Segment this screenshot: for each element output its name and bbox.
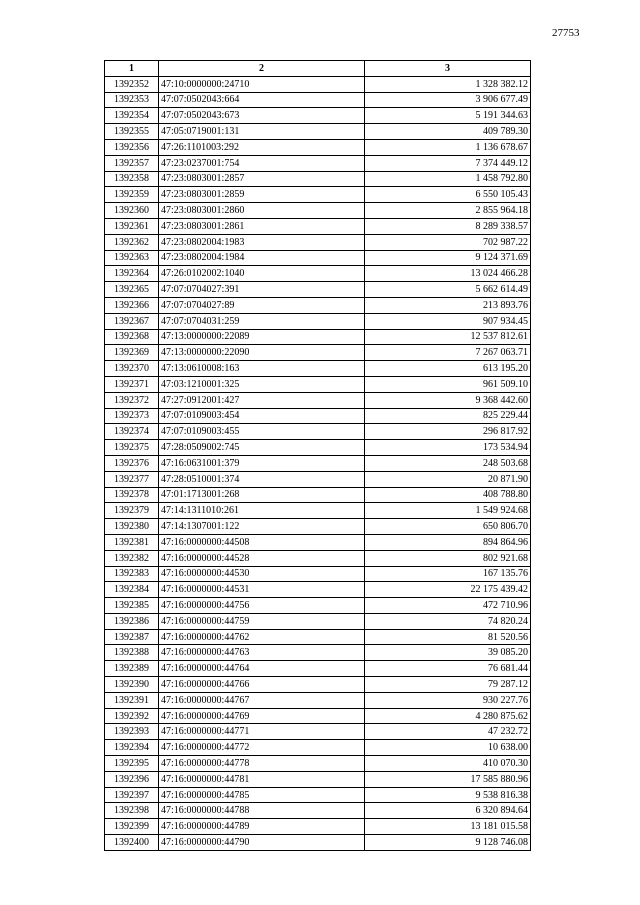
table-row bbox=[105, 582, 531, 598]
value-cell: 248 503.68 bbox=[365, 455, 531, 471]
table-row bbox=[105, 108, 531, 124]
value-cell: 9 538 816.38 bbox=[365, 787, 531, 803]
header-row bbox=[105, 61, 531, 77]
row-number-cell: 1392393 bbox=[105, 724, 159, 740]
row-number-cell: 1392366 bbox=[105, 297, 159, 313]
cadastral-number-cell: 47:26:0102002:1040 bbox=[159, 266, 365, 282]
table-row bbox=[105, 282, 531, 298]
cadastral-number-cell: 47:13:0610008:163 bbox=[159, 361, 365, 377]
value-cell: 1 136 678.67 bbox=[365, 139, 531, 155]
value-cell: 650 806.70 bbox=[365, 519, 531, 535]
cadastral-number-cell: 47:10:0000000:24710 bbox=[159, 76, 365, 92]
value-cell: 7 267 063.71 bbox=[365, 345, 531, 361]
cadastral-number-cell: 47:16:0000000:44528 bbox=[159, 550, 365, 566]
value-cell: 47 232.72 bbox=[365, 724, 531, 740]
table-row bbox=[105, 455, 531, 471]
cadastral-number-cell: 47:14:1311010:261 bbox=[159, 503, 365, 519]
table-row bbox=[105, 487, 531, 503]
cadastral-number-cell: 47:16:0631001:379 bbox=[159, 455, 365, 471]
table-row bbox=[105, 471, 531, 487]
table-row bbox=[105, 503, 531, 519]
table-row bbox=[105, 187, 531, 203]
value-cell: 409 789.30 bbox=[365, 124, 531, 140]
column-header-cadastral-number: 2 bbox=[159, 61, 365, 77]
table-row bbox=[105, 361, 531, 377]
value-cell: 7 374 449.12 bbox=[365, 155, 531, 171]
value-cell: 22 175 439.42 bbox=[365, 582, 531, 598]
table-header bbox=[105, 61, 531, 77]
value-cell: 802 921.68 bbox=[365, 550, 531, 566]
table-row bbox=[105, 218, 531, 234]
cadastral-number-cell: 47:07:0704027:391 bbox=[159, 282, 365, 298]
cadastral-number-cell: 47:16:0000000:44756 bbox=[159, 598, 365, 614]
row-number-cell: 1392383 bbox=[105, 566, 159, 582]
row-number-cell: 1392352 bbox=[105, 76, 159, 92]
cadastral-number-cell: 47:16:0000000:44772 bbox=[159, 740, 365, 756]
row-number-cell: 1392395 bbox=[105, 756, 159, 772]
cadastral-number-cell: 47:16:0000000:44759 bbox=[159, 613, 365, 629]
row-number-cell: 1392385 bbox=[105, 598, 159, 614]
value-cell: 6 550 105.43 bbox=[365, 187, 531, 203]
row-number-cell: 1392375 bbox=[105, 440, 159, 456]
row-number-cell: 1392379 bbox=[105, 503, 159, 519]
row-number-cell: 1392396 bbox=[105, 771, 159, 787]
cadastral-number-cell: 47:01:1713001:268 bbox=[159, 487, 365, 503]
row-number-cell: 1392386 bbox=[105, 613, 159, 629]
row-number-cell: 1392364 bbox=[105, 266, 159, 282]
row-number-cell: 1392360 bbox=[105, 203, 159, 219]
value-cell: 961 509.10 bbox=[365, 376, 531, 392]
cadastral-number-cell: 47:03:1210001:325 bbox=[159, 376, 365, 392]
value-cell: 613 195.20 bbox=[365, 361, 531, 377]
row-number-cell: 1392382 bbox=[105, 550, 159, 566]
table-row bbox=[105, 692, 531, 708]
cadastral-number-cell: 47:16:0000000:44766 bbox=[159, 677, 365, 693]
row-number-cell: 1392398 bbox=[105, 803, 159, 819]
table-row bbox=[105, 740, 531, 756]
table-row bbox=[105, 297, 531, 313]
value-cell: 1 549 924.68 bbox=[365, 503, 531, 519]
row-number-cell: 1392368 bbox=[105, 329, 159, 345]
cadastral-number-cell: 47:13:0000000:22089 bbox=[159, 329, 365, 345]
cadastral-number-cell: 47:28:0509002:745 bbox=[159, 440, 365, 456]
table-row bbox=[105, 76, 531, 92]
value-cell: 5 662 614.49 bbox=[365, 282, 531, 298]
table-row bbox=[105, 92, 531, 108]
cadastral-number-cell: 47:16:0000000:44767 bbox=[159, 692, 365, 708]
row-number-cell: 1392397 bbox=[105, 787, 159, 803]
row-number-cell: 1392357 bbox=[105, 155, 159, 171]
cadastral-number-cell: 47:23:0803001:2861 bbox=[159, 218, 365, 234]
row-number-cell: 1392356 bbox=[105, 139, 159, 155]
cadastral-number-cell: 47:16:0000000:44771 bbox=[159, 724, 365, 740]
cadastral-number-cell: 47:16:0000000:44789 bbox=[159, 819, 365, 835]
table-row bbox=[105, 203, 531, 219]
row-number-cell: 1392372 bbox=[105, 392, 159, 408]
row-number-cell: 1392378 bbox=[105, 487, 159, 503]
value-cell: 702 987.22 bbox=[365, 234, 531, 250]
row-number-cell: 1392376 bbox=[105, 455, 159, 471]
row-number-cell: 1392381 bbox=[105, 534, 159, 550]
table-row bbox=[105, 613, 531, 629]
row-number-cell: 1392362 bbox=[105, 234, 159, 250]
value-cell: 6 320 894.64 bbox=[365, 803, 531, 819]
cadastral-number-cell: 47:05:0719001:131 bbox=[159, 124, 365, 140]
value-cell: 825 229.44 bbox=[365, 408, 531, 424]
cadastral-number-cell: 47:16:0000000:44763 bbox=[159, 645, 365, 661]
cadastral-number-cell: 47:28:0510001:374 bbox=[159, 471, 365, 487]
value-cell: 12 537 812.61 bbox=[365, 329, 531, 345]
value-cell: 5 191 344.63 bbox=[365, 108, 531, 124]
row-number-cell: 1392367 bbox=[105, 313, 159, 329]
row-number-cell: 1392399 bbox=[105, 819, 159, 835]
value-cell: 39 085.20 bbox=[365, 645, 531, 661]
row-number-cell: 1392400 bbox=[105, 835, 159, 851]
value-cell: 1 328 382.12 bbox=[365, 76, 531, 92]
cadastral-number-cell: 47:23:0803001:2857 bbox=[159, 171, 365, 187]
cadastral-number-cell: 47:13:0000000:22090 bbox=[159, 345, 365, 361]
table-row bbox=[105, 424, 531, 440]
table-row bbox=[105, 171, 531, 187]
table-row bbox=[105, 313, 531, 329]
table-row bbox=[105, 139, 531, 155]
value-cell: 79 287.12 bbox=[365, 677, 531, 693]
row-number-cell: 1392354 bbox=[105, 108, 159, 124]
row-number-cell: 1392394 bbox=[105, 740, 159, 756]
cadastral-number-cell: 47:23:0802004:1983 bbox=[159, 234, 365, 250]
cadastral-number-cell: 47:23:0803001:2860 bbox=[159, 203, 365, 219]
value-cell: 894 864.96 bbox=[365, 534, 531, 550]
row-number-cell: 1392355 bbox=[105, 124, 159, 140]
row-number-cell: 1392380 bbox=[105, 519, 159, 535]
value-cell: 167 135.76 bbox=[365, 566, 531, 582]
table-row bbox=[105, 408, 531, 424]
table-row bbox=[105, 756, 531, 772]
table-row bbox=[105, 771, 531, 787]
table-row bbox=[105, 803, 531, 819]
row-number-cell: 1392359 bbox=[105, 187, 159, 203]
table-row bbox=[105, 266, 531, 282]
cadastral-number-cell: 47:07:0502043:673 bbox=[159, 108, 365, 124]
table-row bbox=[105, 724, 531, 740]
table-row bbox=[105, 677, 531, 693]
row-number-cell: 1392387 bbox=[105, 629, 159, 645]
row-number-cell: 1392389 bbox=[105, 661, 159, 677]
table-row bbox=[105, 345, 531, 361]
table-row bbox=[105, 629, 531, 645]
row-number-cell: 1392361 bbox=[105, 218, 159, 234]
value-cell: 472 710.96 bbox=[365, 598, 531, 614]
row-number-cell: 1392365 bbox=[105, 282, 159, 298]
value-cell: 213 893.76 bbox=[365, 297, 531, 313]
cadastral-number-cell: 47:16:0000000:44781 bbox=[159, 771, 365, 787]
table-row bbox=[105, 329, 531, 345]
row-number-cell: 1392363 bbox=[105, 250, 159, 266]
value-cell: 10 638.00 bbox=[365, 740, 531, 756]
column-header-value: 3 bbox=[365, 61, 531, 77]
cadastral-number-cell: 47:07:0502043:664 bbox=[159, 92, 365, 108]
value-cell: 13 181 015.58 bbox=[365, 819, 531, 835]
table-row bbox=[105, 155, 531, 171]
row-number-cell: 1392390 bbox=[105, 677, 159, 693]
cadastral-number-cell: 47:16:0000000:44508 bbox=[159, 534, 365, 550]
cadastral-number-cell: 47:16:0000000:44788 bbox=[159, 803, 365, 819]
value-cell: 2 855 964.18 bbox=[365, 203, 531, 219]
value-cell: 8 289 338.57 bbox=[365, 218, 531, 234]
cadastral-number-cell: 47:23:0237001:754 bbox=[159, 155, 365, 171]
value-cell: 3 906 677.49 bbox=[365, 92, 531, 108]
value-cell: 81 520.56 bbox=[365, 629, 531, 645]
table-row bbox=[105, 550, 531, 566]
row-number-cell: 1392371 bbox=[105, 376, 159, 392]
row-number-cell: 1392353 bbox=[105, 92, 159, 108]
cadastral-number-cell: 47:23:0802004:1984 bbox=[159, 250, 365, 266]
table-row bbox=[105, 250, 531, 266]
row-number-cell: 1392373 bbox=[105, 408, 159, 424]
row-number-cell: 1392369 bbox=[105, 345, 159, 361]
value-cell: 20 871.90 bbox=[365, 471, 531, 487]
cadastral-number-cell: 47:16:0000000:44764 bbox=[159, 661, 365, 677]
value-cell: 410 070.30 bbox=[365, 756, 531, 772]
row-number-cell: 1392358 bbox=[105, 171, 159, 187]
table-row bbox=[105, 124, 531, 140]
value-cell: 296 817.92 bbox=[365, 424, 531, 440]
cadastral-number-cell: 47:07:0704031:259 bbox=[159, 313, 365, 329]
table-row bbox=[105, 566, 531, 582]
row-number-cell: 1392391 bbox=[105, 692, 159, 708]
table-row bbox=[105, 708, 531, 724]
page-number: 27753 bbox=[552, 27, 580, 39]
table-row bbox=[105, 519, 531, 535]
table-row bbox=[105, 392, 531, 408]
table-row bbox=[105, 787, 531, 803]
cadastral-number-cell: 47:16:0000000:44530 bbox=[159, 566, 365, 582]
row-number-cell: 1392392 bbox=[105, 708, 159, 724]
value-cell: 74 820.24 bbox=[365, 613, 531, 629]
cadastral-number-cell: 47:16:0000000:44790 bbox=[159, 835, 365, 851]
cadastral-number-cell: 47:07:0704027:89 bbox=[159, 297, 365, 313]
cadastral-number-cell: 47:16:0000000:44785 bbox=[159, 787, 365, 803]
cadastral-number-cell: 47:07:0109003:454 bbox=[159, 408, 365, 424]
table-row bbox=[105, 534, 531, 550]
registry-table bbox=[104, 60, 531, 851]
cadastral-number-cell: 47:16:0000000:44769 bbox=[159, 708, 365, 724]
table-row bbox=[105, 835, 531, 851]
table-body bbox=[105, 76, 531, 850]
cadastral-number-cell: 47:16:0000000:44531 bbox=[159, 582, 365, 598]
table-row bbox=[105, 819, 531, 835]
value-cell: 907 934.45 bbox=[365, 313, 531, 329]
row-number-cell: 1392370 bbox=[105, 361, 159, 377]
cadastral-number-cell: 47:16:0000000:44762 bbox=[159, 629, 365, 645]
cadastral-number-cell: 47:26:1101003:292 bbox=[159, 139, 365, 155]
cadastral-number-cell: 47:14:1307001:122 bbox=[159, 519, 365, 535]
table-row bbox=[105, 645, 531, 661]
value-cell: 17 585 880.96 bbox=[365, 771, 531, 787]
value-cell: 9 124 371.69 bbox=[365, 250, 531, 266]
row-number-cell: 1392374 bbox=[105, 424, 159, 440]
row-number-cell: 1392377 bbox=[105, 471, 159, 487]
value-cell: 930 227.76 bbox=[365, 692, 531, 708]
value-cell: 4 280 875.62 bbox=[365, 708, 531, 724]
value-cell: 1 458 792.80 bbox=[365, 171, 531, 187]
value-cell: 9 368 442.60 bbox=[365, 392, 531, 408]
row-number-cell: 1392388 bbox=[105, 645, 159, 661]
cadastral-number-cell: 47:27:0912001:427 bbox=[159, 392, 365, 408]
table-row bbox=[105, 376, 531, 392]
cadastral-number-cell: 47:07:0109003:455 bbox=[159, 424, 365, 440]
cadastral-number-cell: 47:16:0000000:44778 bbox=[159, 756, 365, 772]
cadastral-number-cell: 47:23:0803001:2859 bbox=[159, 187, 365, 203]
column-header-number: 1 bbox=[105, 61, 159, 77]
value-cell: 76 681.44 bbox=[365, 661, 531, 677]
value-cell: 9 128 746.08 bbox=[365, 835, 531, 851]
table-row bbox=[105, 440, 531, 456]
row-number-cell: 1392384 bbox=[105, 582, 159, 598]
table-row bbox=[105, 234, 531, 250]
table-row bbox=[105, 661, 531, 677]
value-cell: 13 024 466.28 bbox=[365, 266, 531, 282]
table-row bbox=[105, 598, 531, 614]
value-cell: 173 534.94 bbox=[365, 440, 531, 456]
value-cell: 408 788.80 bbox=[365, 487, 531, 503]
